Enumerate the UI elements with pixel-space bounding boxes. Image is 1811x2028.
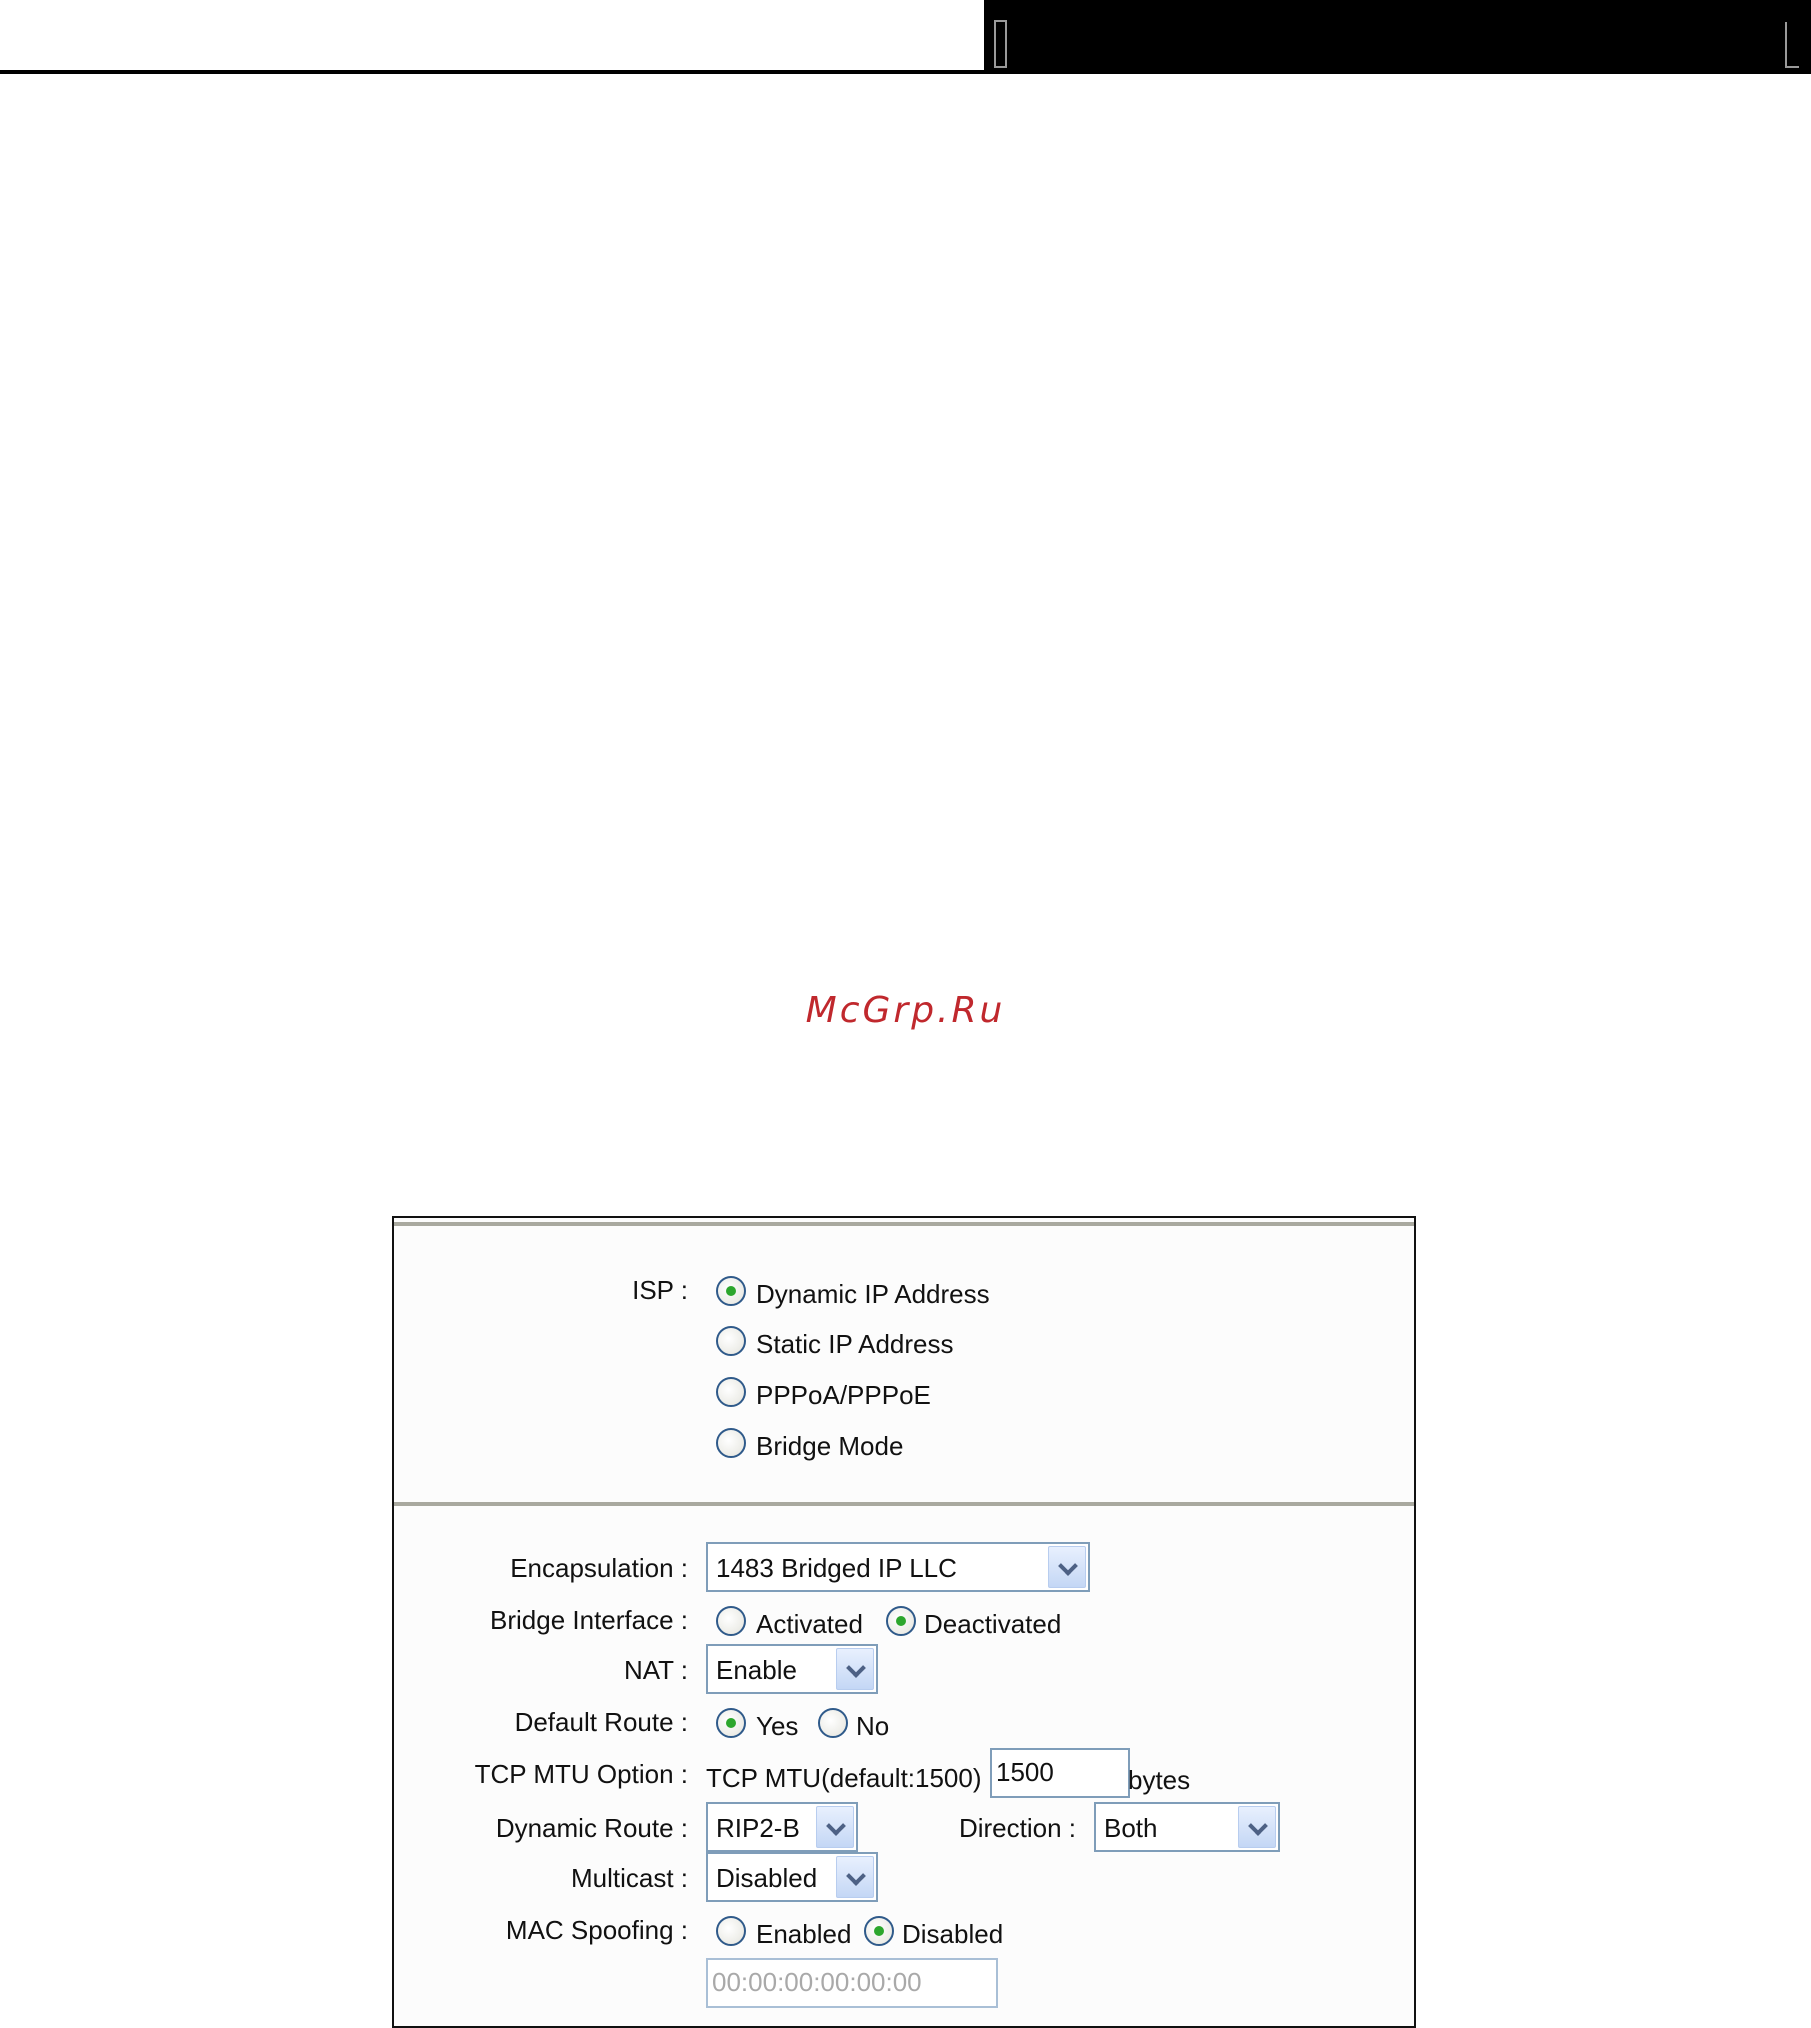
default-route-yes-radio[interactable] (716, 1708, 746, 1738)
multicast-label: Multicast : (570, 1863, 688, 1893)
dynamic-route-select[interactable] (706, 1802, 858, 1852)
direction-label: Direction : (958, 1813, 1076, 1843)
multicast-select[interactable] (706, 1852, 878, 1902)
chevron-down-icon[interactable] (1238, 1806, 1276, 1848)
encapsulation-value: 1483 Bridged IP LLC (716, 1553, 957, 1583)
header-black-bar (984, 0, 1811, 72)
header-left-mark (994, 20, 1007, 68)
nat-value: Enable (716, 1655, 797, 1685)
header-right-mark (1785, 22, 1799, 68)
wan-settings-panel (392, 1216, 1416, 2028)
multicast-value: Disabled (716, 1863, 818, 1893)
tcp-mtu-input[interactable]: 1500 (990, 1748, 1130, 1798)
bridge-interface-activated-radio[interactable] (716, 1606, 746, 1636)
panel-top-rule (394, 1222, 1414, 1226)
isp-radio-bridge-mode[interactable] (716, 1428, 746, 1458)
encapsulation-select[interactable] (706, 1542, 1090, 1592)
bridge-interface-deactivated-label[interactable]: Deactivated (924, 1609, 1062, 1639)
mac-spoofing-label: MAC Spoofing : (505, 1915, 688, 1945)
nat-label: NAT : (623, 1655, 688, 1685)
tcp-mtu-default-text: TCP MTU(default:1500) (706, 1763, 982, 1793)
default-route-no-radio[interactable] (818, 1708, 848, 1738)
dynamic-route-label: Dynamic Route : (495, 1813, 688, 1843)
isp-radio-static-ip[interactable] (716, 1326, 746, 1356)
tcp-mtu-unit: bytes (1128, 1765, 1191, 1795)
chevron-down-icon[interactable] (1048, 1546, 1086, 1588)
bridge-interface-label: Bridge Interface : (490, 1605, 688, 1635)
isp-option-dynamic-ip-label[interactable]: Dynamic IP Address (756, 1279, 990, 1309)
chevron-down-icon[interactable] (836, 1648, 874, 1690)
bridge-interface-activated-label[interactable]: Activated (756, 1609, 863, 1639)
mac-spoofing-enabled-label[interactable]: Enabled (756, 1919, 852, 1949)
isp-radio-pppoa-pppoe[interactable] (716, 1377, 746, 1407)
default-route-yes-label[interactable]: Yes (756, 1711, 799, 1741)
chevron-down-icon[interactable] (836, 1856, 874, 1898)
direction-select[interactable] (1094, 1802, 1280, 1852)
tcp-mtu-option-label: TCP MTU Option : (474, 1759, 688, 1789)
isp-option-pppoa-pppoe-label[interactable]: PPPoA/PPPoE (756, 1380, 931, 1410)
chevron-down-icon[interactable] (816, 1806, 854, 1848)
mac-address-input[interactable]: 00:00:00:00:00:00 (706, 1958, 998, 2008)
mac-spoofing-enabled-radio[interactable] (716, 1916, 746, 1946)
encapsulation-label: Encapsulation : (510, 1553, 688, 1583)
isp-radio-dynamic-ip[interactable] (716, 1276, 746, 1306)
mac-spoofing-disabled-label[interactable]: Disabled (902, 1919, 1004, 1949)
bridge-interface-deactivated-radio[interactable] (886, 1606, 916, 1636)
isp-label: ISP : (632, 1275, 688, 1305)
watermark: McGrp.Ru (805, 990, 1006, 1031)
default-route-no-label[interactable]: No (856, 1711, 890, 1741)
isp-option-bridge-mode-label[interactable]: Bridge Mode (756, 1431, 904, 1461)
dynamic-route-value: RIP2-B (716, 1813, 800, 1843)
default-route-label: Default Route : (514, 1707, 688, 1737)
nat-select[interactable] (706, 1644, 878, 1694)
mac-spoofing-disabled-radio[interactable] (864, 1916, 894, 1946)
header-rule (0, 70, 1811, 74)
panel-section-divider (394, 1502, 1414, 1506)
isp-option-static-ip-label[interactable]: Static IP Address (756, 1329, 954, 1359)
direction-value: Both (1104, 1813, 1158, 1843)
